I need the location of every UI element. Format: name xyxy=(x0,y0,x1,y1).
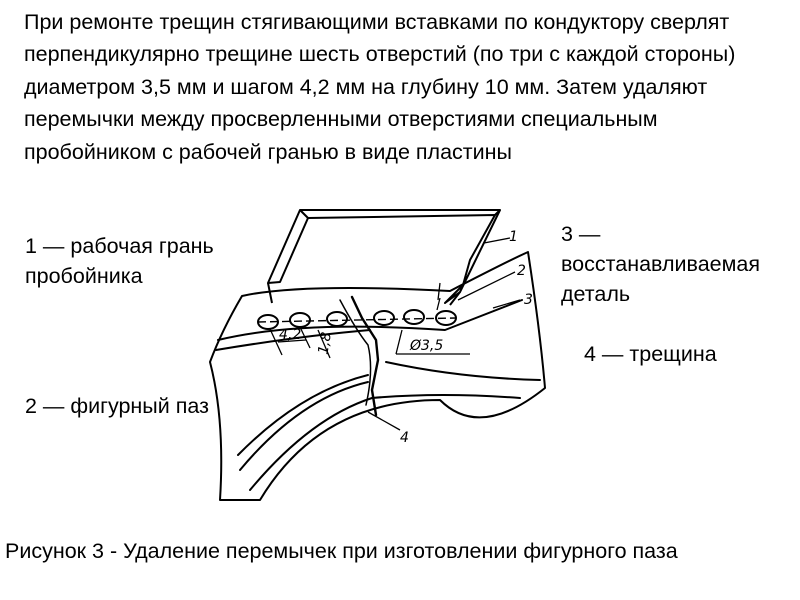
hole-3 xyxy=(327,312,347,326)
dim-pitch: 4,2 xyxy=(279,327,302,343)
callout-3: 3 xyxy=(524,292,533,308)
hole-5 xyxy=(404,310,424,324)
face-line-4 xyxy=(250,395,520,490)
callout-1: 1 xyxy=(509,229,518,245)
callout-4: 4 xyxy=(400,430,409,446)
dim-width: 1,8 xyxy=(315,330,336,356)
face-line-2 xyxy=(386,362,540,380)
label-punch-face: 1 — рабочая грань пробойника xyxy=(25,234,214,288)
leader-1 xyxy=(484,238,510,243)
callout-2: 2 xyxy=(517,263,526,279)
label-figured-slot: 2 — фигурный паз xyxy=(25,394,209,418)
label-restored-part: 3 — восстанавливаемая деталь xyxy=(561,222,760,306)
hole-2 xyxy=(290,313,310,327)
face-line-3 xyxy=(240,382,368,470)
hole-4 xyxy=(374,311,394,325)
leader-4 xyxy=(368,412,400,430)
description-paragraph: При ремонте трещин стягивающими вставками по кондуктору сверлят перпендикулярно трещине шесть отверстий (по три с каждой стороны) диаметром 3,5 мм и шагом 4,2 мм на глубину 10 мм. Затем удаляют перемычки между просверленными отверстиями специальным пробойником с рабочей гранью в виде пластины xyxy=(24,10,736,164)
slot-centerline xyxy=(258,318,456,322)
figure-caption: Рисунок 3 - Удаление перемычек при изготовлении фигурного паза xyxy=(5,539,678,563)
dim-diameter: Ø3,5 xyxy=(410,338,444,354)
label-crack: 4 — трещина xyxy=(584,342,717,366)
punch-edge xyxy=(268,283,460,305)
